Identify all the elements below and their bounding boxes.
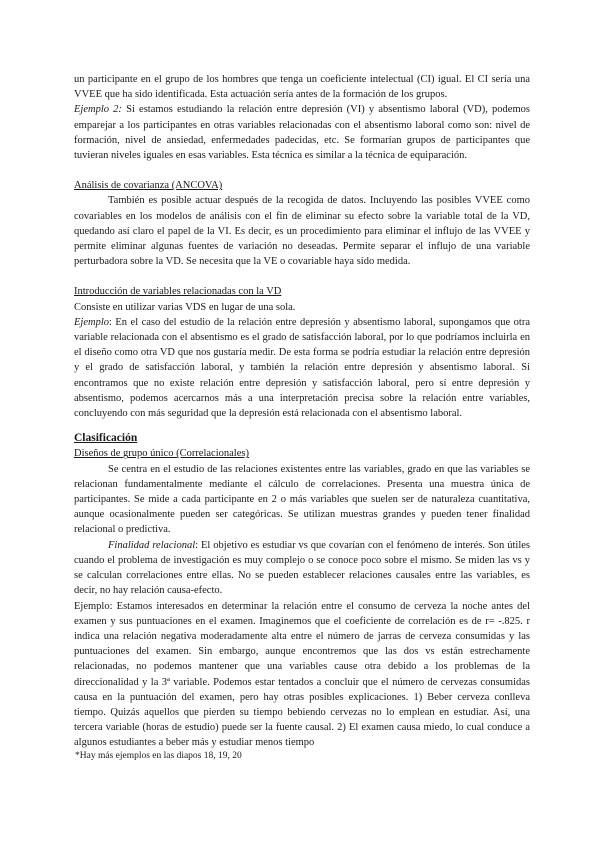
example-2-label: Ejemplo 2: bbox=[74, 104, 122, 116]
disenos-heading: Diseños de grupo único (Correlacionales) bbox=[74, 448, 249, 460]
finalidad-label: Finalidad relacional bbox=[108, 539, 196, 551]
ancova-heading: Análisis de covarianza (ANCOVA) bbox=[74, 180, 223, 192]
paragraph-intro: un participante en el grupo de los hombres que tenga un coeficiente intelectual (CI) igual. El CI sería una VVEE que ha sido identificada. Esta actuación sería antes de la formación de los grupos. bbox=[74, 74, 530, 101]
footnote: *Hay más ejemplos en las diapos 18, 19, 20 bbox=[75, 750, 242, 761]
example-2-text: Si estamos estudiando la relación entre depresión (VI) y absentismo laboral (VD), podemos emparejar a los participantes en otras variables relacionadas con el absentismo laboral como son: nivel de formación, nivel de ansiedad, enfermedades padecidas, etc. Se formarían grupos de participantes que tuvieran niveles iguales en esas variables. Esta técnica es similar a la técnica de equiparación. bbox=[74, 104, 530, 162]
ancova-paragraph: También es posible actuar después de la recogida de datos. Incluyendo las posibles VVEE como covariables en los modelos de análisis con el fin de eliminar su efecto sobre la variable total de la VD, quedando así claro el papel de la VI. Es decir, es un procedimiento para eliminar el influjo de las VVEE y permite eliminar algunas fuentes de variación no deseadas. Permite separar el influjo de una variable perturbadora sobre la VD. Se necesita que la VE o covariable haya sido medida. bbox=[74, 195, 530, 268]
disenos-paragraph: Se centra en el estudio de las relaciones existentes entre las variables, grado en que las variables se relacionan fundamentalmente mediante el cálculo de correlaciones. Presenta una muestra única de participantes. Se mide a cada participante en 2 o más variables que suelen ser de naturaleza cuantitativa, aunque ocasionalmente pueden ser categóricas. Se utilizan muestras grandes y pueden tener finalidad relacional o predictiva. bbox=[74, 463, 530, 536]
finalidad-text: : El objetivo es estudiar vs que covarían con el fenómeno de interés. Son útiles cuando el problema de investigación es muy complejo o se conoce poco sobre el mismo. Se miden las vs y se calculan correlaciones entre ellas. No se pueden establecer relaciones causales entre las variables, es decir, no hay relación causa-efecto. bbox=[74, 539, 531, 597]
intro-vars-heading: Introducción de variables relacionadas con la VD bbox=[74, 286, 282, 298]
document-page bbox=[74, 72, 530, 762]
paragraph-example-2 bbox=[74, 102, 530, 163]
clasificacion-heading: Clasificación bbox=[74, 432, 138, 445]
intro-vars-line: Consiste en utilizar varias VDS en lugar de una sola. bbox=[74, 301, 296, 313]
intro-example-label: Ejemplo bbox=[74, 316, 109, 328]
intro-vars-example bbox=[74, 315, 530, 421]
finalidad-paragraph bbox=[74, 538, 530, 599]
cerveza-example-paragraph: Ejemplo: Estamos interesados en determinar la relación entre el consumo de cerveza la noche antes del examen y sus puntuaciones en el examen. Imaginemos que el coeficiente de correlación es de r= -.825. r indica una relación negativa moderadamente alta entre el número de jarras de cerveza consumidas y las puntuaciones del examen. Sin embargo, aunque encontremos que las dos vs están estrechamente relacionadas, no podemos mantener que una variables cause otra debido a los problemas de la direccionalidad y la 3ª variable. Podemos estar tentados a concluir que el número de cervezas consumidas causa en la puntuación del examen, pero hay otras posibles explicaciones. 1) Beber cerveza conlleva tiempo. Quizás aquellos que pierden su tiempo bebiendo cervezas no lo emplean en estudiar. Así, una tercera variable (horas de estudio) puede ser la fuente causal. 2) El examen causa miedo, lo cual conduce a algunos estudiantes a beber más y estudiar menos tiempo bbox=[74, 600, 530, 749]
intro-example-text: : En el caso del estudio de la relación entre depresión y absentismo laboral, supongamos que otra variable relacionada con el absentismo es el grado de satisfacción laboral, por lo que podríamos incluirla en el diseño como otra VD que nos gustaría medir. De esta forma se podría estudiar la relación entre depresión y el grado de satisfacción laboral, y también la relación entre depresión y absentismo laboral. Si encontramos que no existe relación entre depresión y satisfacción laboral, pero sí entre depresión y absentismo, podemos acercarnos más a una interpretación precisa sobre la relación entre variables, concluyendo con más seguridad que la depresión está relacionada con el absentismo laboral. bbox=[74, 316, 530, 420]
